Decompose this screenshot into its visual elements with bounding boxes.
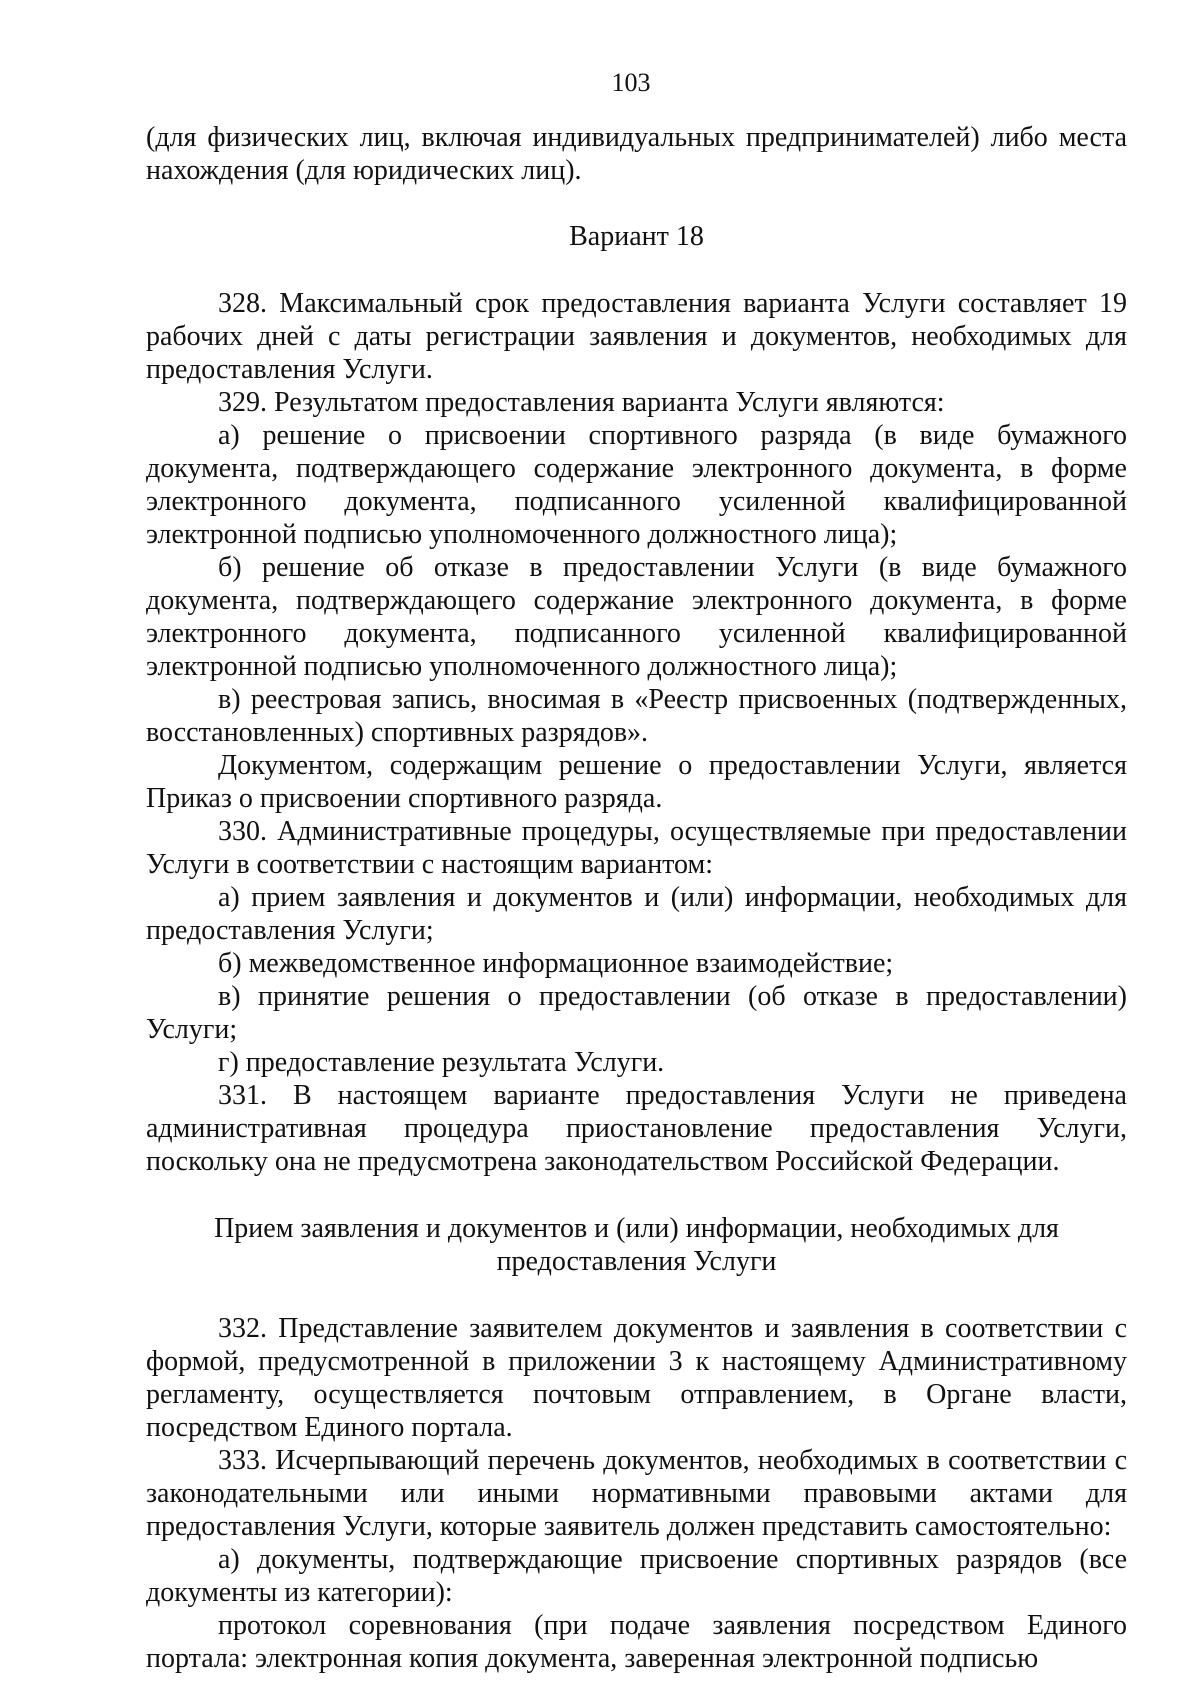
page-number: 103: [611, 68, 651, 97]
variant-heading: Вариант 18: [569, 221, 704, 252]
list-item-333-a: а) документы, подтверждающие присвоение спортивных разрядов (все документы из категории):: [146, 1544, 1127, 1608]
paragraph-328: 328. Максимальный срок предоставления варианта Услуги составляет 19 рабочих дней с даты регистрации заявления и документов, необходимых для предоставления Услуги.: [146, 288, 1127, 385]
paragraph-332: 332. Представление заявителем документов и заявления в соответствии с формой, предусмотренной в приложении 3 к настоящему Административному регламенту, осуществляется почтовым отправлением, в Органе власти, посредством Единого портала.: [146, 1313, 1127, 1443]
paragraph-331: 331. В настоящем варианте предоставления Услуги не приведена административная процедура приостановление предоставления Услуги, поскольку она не предусмотрена законодательством Российской Федерации.: [146, 1080, 1127, 1177]
section-heading: Прием заявления и документов и (или) информации, необходимых для предоставления Услуги: [214, 1213, 1059, 1277]
list-item-329-b: б) решение об отказе в предоставлении Услуги (в виде бумажного документа, подтверждающего содержание электронного документа, в форме электронного документа, подписанного усиленной квалифицированной электронной подписью уполномоченного должностного лица);: [146, 552, 1127, 682]
list-item-329-a: а) решение о присвоении спортивного разряда (в виде бумажного документа, подтверждающего содержание электронного документа, в форме электронного документа, подписанного усиленной квалифицированной электронной подписью уполномоченного должностного лица);: [146, 420, 1127, 550]
list-item-330-a: а) прием заявления и документов и (или) информации, необходимых для предоставления Услуги;: [146, 882, 1127, 946]
list-item-330-v: в) принятие решения о предоставлении (об отказе в предоставлении) Услуги;: [146, 981, 1127, 1045]
list-item-329-v: в) реестровая запись, вносимая в «Реестр присвоенных (подтвержденных, восстановленных) спортивных разрядов».: [146, 684, 1127, 748]
paragraph-329: 329. Результатом предоставления варианта Услуги являются:: [218, 387, 945, 418]
list-item-330-b: б) межведомственное информационное взаимодействие;: [218, 948, 894, 979]
paragraph-continuation: (для физических лиц, включая индивидуальных предпринимателей) либо места нахождения (для юридических лиц).: [146, 122, 1127, 186]
paragraph-protocol: протокол соревнования (при подаче заявления посредством Единого портала: электронная копия документа, заверенная электронной подписью: [146, 1610, 1127, 1674]
paragraph-decision-document: Документом, содержащим решение о предоставлении Услуги, является Приказ о присвоении спортивного разряда.: [146, 750, 1127, 814]
list-item-330-g: г) предоставление результата Услуги.: [218, 1047, 665, 1078]
paragraph-333: 333. Исчерпывающий перечень документов, необходимых в соответствии с законодательными или иными нормативными правовыми актами для предоставления Услуги, которые заявитель должен представить самостоятельно:: [146, 1445, 1127, 1542]
paragraph-330: 330. Административные процедуры, осуществляемые при предоставлении Услуги в соответствии с настоящим вариантом:: [146, 816, 1127, 880]
document-body: [146, 121, 1127, 1675]
